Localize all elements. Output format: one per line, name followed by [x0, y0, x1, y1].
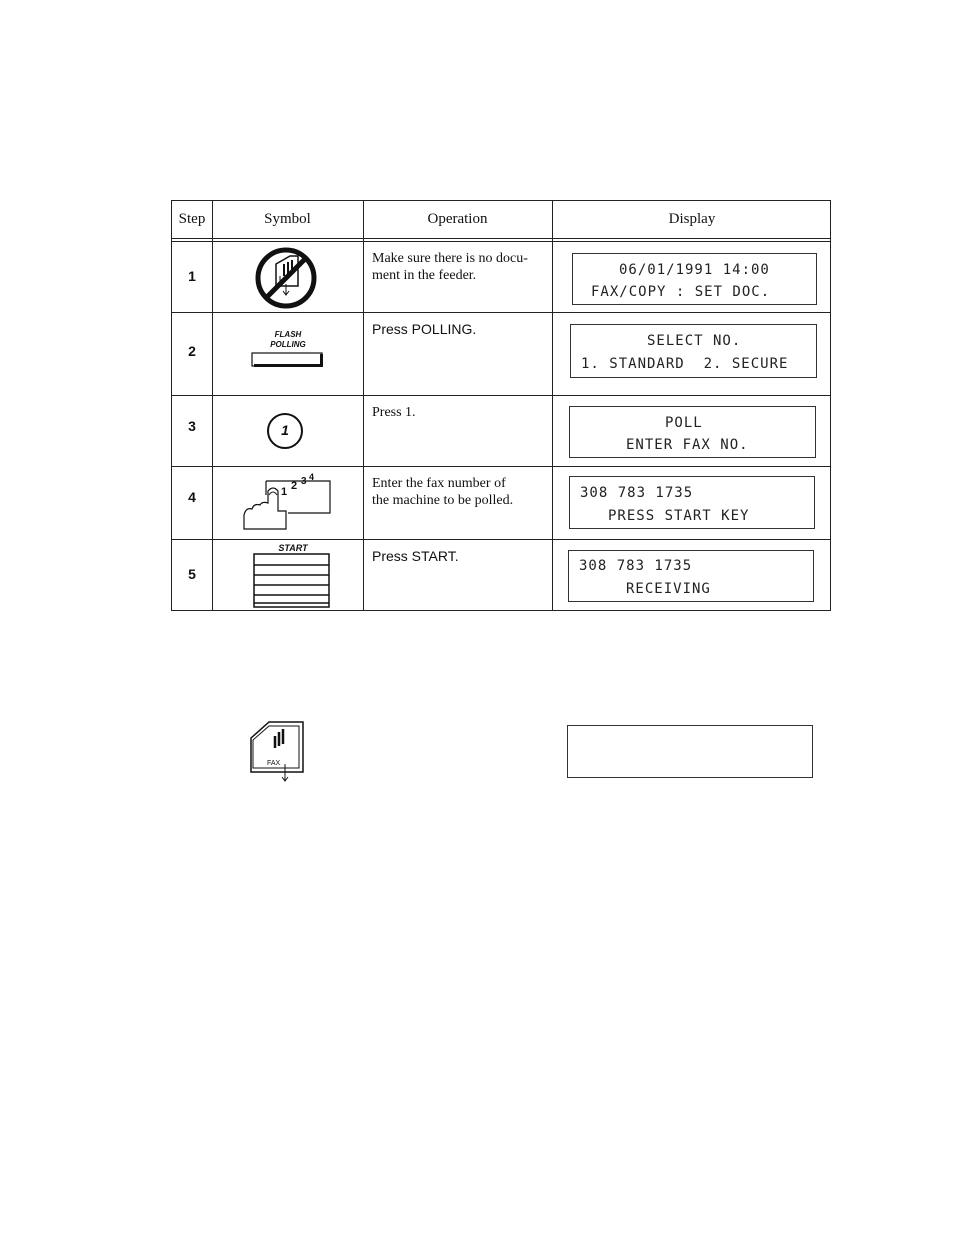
header-step: Step [178, 211, 206, 227]
symbol-cell [212, 396, 363, 466]
lcd-line-2: ENTER FAX NO. [626, 437, 749, 453]
table-row [172, 242, 830, 312]
lcd-line-2: 1. STANDARD 2. SECURE [581, 356, 789, 372]
operation-line: the machine to be polled. [372, 493, 514, 508]
lcd-display [569, 476, 815, 529]
key-digit: 3 [301, 476, 307, 487]
step-number: 4 [188, 489, 196, 505]
step-number: 2 [188, 343, 196, 359]
bottom-lcd-display [567, 725, 813, 778]
flash-polling-key-icon [251, 351, 325, 369]
operation-line: Press 1. [372, 405, 416, 420]
finger-keypad-icon [238, 473, 338, 533]
operation-line: Press START. [372, 548, 459, 564]
operation-text [372, 475, 552, 509]
operation-text [372, 548, 552, 565]
step-number: 1 [188, 268, 196, 284]
key-digit: 1 [281, 486, 288, 498]
lcd-line-2: PRESS START KEY [608, 508, 750, 524]
lcd-display [568, 550, 814, 602]
lcd-line-2: RECEIVING [626, 581, 711, 597]
number-one-key-icon [267, 413, 303, 449]
operation-line: Press POLLING. [372, 321, 477, 337]
operation-text [372, 404, 552, 421]
operation-line: Make sure there is no docu- [372, 251, 528, 266]
lcd-line-1: POLL [665, 415, 703, 431]
lcd-line-1: 06/01/1991 14:00 [619, 262, 770, 278]
operation-line: ment in the feeder. [372, 268, 477, 283]
bottom-symbol [249, 720, 305, 784]
header-symbol: Symbol [264, 211, 311, 227]
table-row [172, 396, 830, 466]
lcd-line-1: SELECT NO. [647, 333, 742, 349]
key-digit: 2 [291, 480, 298, 492]
steps-table [171, 200, 831, 611]
start-key-icon [253, 553, 331, 609]
table-row [172, 467, 830, 539]
fax-label: FAX [267, 760, 281, 767]
fax-document-icon [249, 720, 305, 784]
operation-text [372, 250, 552, 284]
step-number: 5 [188, 566, 196, 582]
no-document-icon [254, 246, 318, 310]
operation-line: Enter the fax number of [372, 476, 506, 491]
symbol-cell [212, 540, 363, 611]
table-row [172, 313, 830, 395]
operation-text [372, 321, 552, 338]
lcd-line-1: 308 783 1735 [579, 558, 693, 574]
step-number: 3 [188, 418, 196, 434]
symbol-cell [212, 242, 363, 312]
header-divider [172, 238, 830, 239]
lcd-display [569, 406, 816, 458]
lcd-display [570, 324, 817, 378]
key-digit: 4 [309, 472, 315, 482]
lcd-line-1: 308 783 1735 [580, 485, 694, 501]
key-number-label: 1 [281, 422, 289, 438]
symbol-cell [212, 313, 363, 395]
flash-label: FLASH [274, 330, 302, 339]
start-label: START [278, 543, 308, 553]
lcd-display [572, 253, 817, 305]
header-display: Display [668, 211, 716, 227]
lcd-line-2: FAX/COPY : SET DOC. [591, 284, 771, 300]
header-operation: Operation [427, 211, 488, 227]
table-row [172, 540, 830, 611]
symbol-cell [212, 467, 363, 539]
polling-label: POLLING [270, 340, 306, 349]
